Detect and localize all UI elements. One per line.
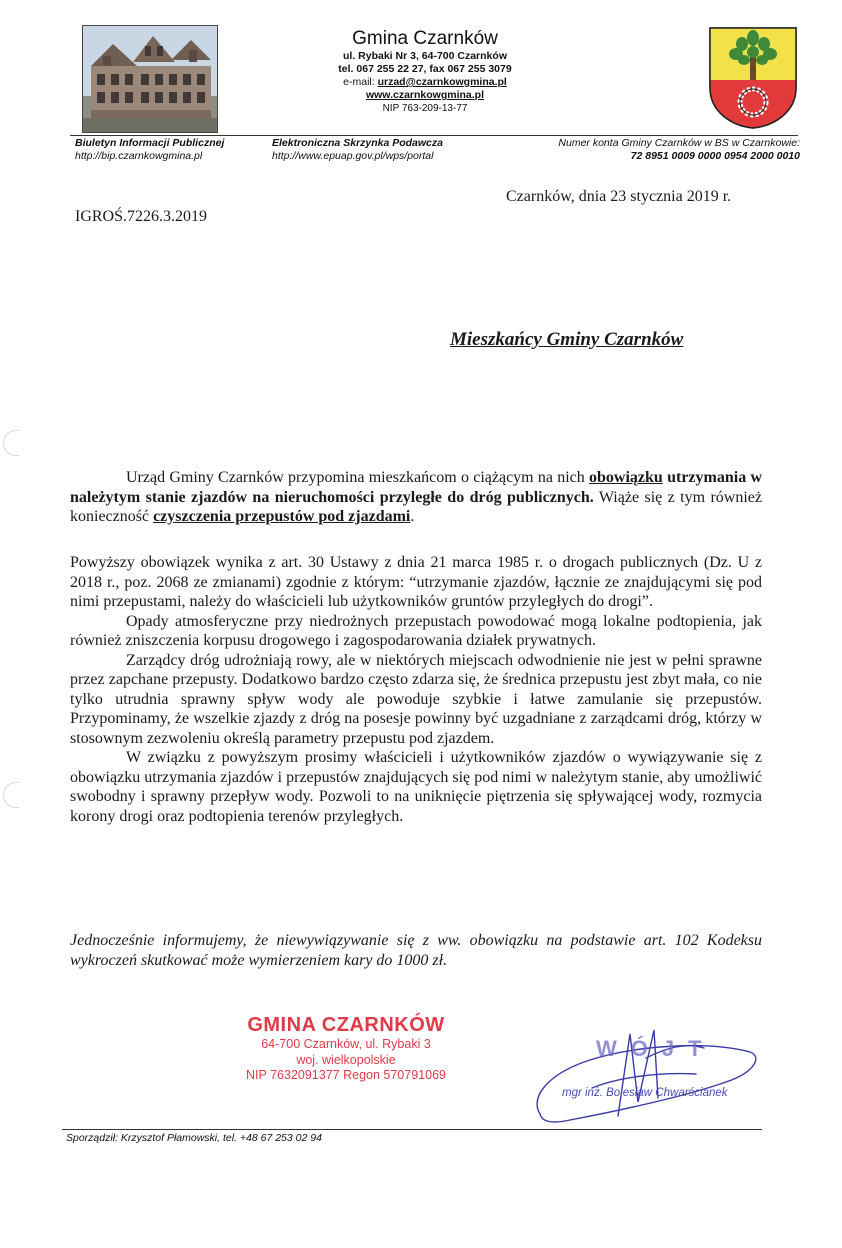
intro-emphasis-culverts: czyszczenia przepustów pod zjazdami: [153, 508, 411, 525]
paragraph-legal-basis: Powyższy obowiązek wynika z art. 30 Ustawy z dnia 21 marca 1985 r. o drogach publicznych (Dz. U z 2018 r., poz. 2068 ze zmianami) zgodnie z którym: “utrzymanie zjazdów, łącznie ze znajdującymi się pod nimi przepustami, należy do właścicieli lub użytkowników gruntów przyległych do drogi”.: [70, 554, 762, 610]
intro-emphasis-duty: obowiązku: [589, 469, 663, 486]
bip-title: Biuletyn Informacji Publicznej: [75, 137, 225, 149]
header-divider: [70, 135, 798, 136]
paragraph-road-managers: Zarządcy dróg udrożniają rowy, ale w niektórych miejscach odwodnienie nie jest w pełni sprawne przez zapchane przepusty. Dodatkowo bardzo często zdarza się, że średnica przepustu jest zbyt mała, co nie tylko utrudnia sprawny spływ wody ale powoduje szybkie i łatwe zamulanie się przepustów. Przypominamy, że wszelkie zjazdy z dróg na posesje powinny być uzgadniane z zarządcami dróg, którzy w stosownym zezwoleniu określą parametry przepustu pod zjazdem.: [70, 651, 762, 747]
organisation-contact-block: [300, 28, 550, 115]
bank-account-title: Numer konta Gminy Czarnków w BS w Czarnkowie:: [558, 137, 800, 149]
stamp-nip-regon: NIP 7632091377 Regon 570791069: [246, 1068, 446, 1082]
organisation-address: ul. Rybaki Nr 3, 64-700 Czarnków: [343, 50, 507, 62]
paragraph-intro: [70, 468, 762, 527]
coat-of-arms-icon: [708, 26, 798, 130]
svg-text:mgr inż. Bolesław Chwarścianek: mgr inż. Bolesław Chwarścianek: [562, 1087, 728, 1099]
letter-date: Czarnków, dnia 23 stycznia 2019 r.: [506, 188, 732, 205]
stamp-address: 64-700 Czarnków, ul. Rybaki 3: [261, 1037, 431, 1051]
punch-hole-bottom: [3, 782, 19, 808]
epuap-title: Elektroniczna Skrzynka Podawcza: [272, 137, 443, 149]
organisation-name: Gmina Czarnków: [352, 28, 498, 49]
footer-divider: [62, 1129, 762, 1130]
organisation-nip: NIP 763-209-13-77: [382, 103, 468, 114]
intro-text-a: Urząd Gminy Czarnków przypomina mieszkańcom o ciążącym na nich: [126, 469, 590, 486]
town-hall-photo: [82, 25, 218, 133]
intro-text-d: Wiąże się z tym również konieczność: [70, 488, 762, 525]
intro-text-f: .: [410, 508, 415, 525]
email-link[interactable]: urzad@czarnkowgmina.pl: [377, 76, 507, 88]
organisation-phone-fax: tel. 067 255 22 27, fax 067 255 3079: [338, 63, 512, 75]
intro-emphasis-maintenance: utrzymania w należytym stanie zjazdów na nieruchomości przyległe do dróg publicznych.: [70, 469, 763, 506]
paragraph-request: W związku z powyższym prosimy właścicieli i użytkowników zjazdów o wywiązywanie się z obowiązku utrzymania zjazdów i przepustów znajdujących się pod nimi w należytym stanie, aby umożliwić swobodny i sprawny przepływ wody. Pozwoli to na uniknięcie piętrzenia się spływającej wody, rozmycia korony drogi oraz podtopienia terenów przyległych.: [70, 749, 762, 825]
prepared-by: Sporządził: Krzysztof Płamowski, tel. +48 67 253 02 94: [66, 1132, 322, 1144]
paragraph-rainfall: Opady atmosferyczne przy niedrożnych przepustach powodować mogą lokalne podtopienia, jak również zniszczenia korpusu drogowego i zagospodarowania działek prywatnych.: [70, 612, 762, 649]
bank-account-info: [505, 137, 800, 163]
website-link[interactable]: www.czarnkowgmina.pl: [365, 89, 485, 101]
email-label: e-mail:: [343, 76, 378, 88]
bank-account-number: 72 8951 0009 0000 0954 2000 0010: [630, 150, 800, 162]
letter-addressee: Mieszkańcy Gminy Czarnków: [450, 329, 684, 350]
paragraph-penalty-note: Jednocześnie informujemy, że niewywiązywanie się z ww. obowiązku na podstawie art. 102 Kodeksu wykroczeń skutkować może wymierzeniem kary do 1000 zł.: [70, 932, 762, 969]
office-stamp: [232, 1013, 460, 1084]
letter-reference: IGROŚ.7226.3.2019: [75, 208, 208, 225]
stamp-title: GMINA CZARNKÓW: [247, 1014, 445, 1036]
organisation-email-line: [300, 76, 550, 89]
organisation-website-line: [300, 89, 550, 102]
mayor-signature: [526, 1018, 766, 1130]
stamp-region: woj. wielkopolskie: [296, 1052, 396, 1067]
letter-body: [70, 553, 762, 826]
epuap-info: [272, 137, 502, 163]
bip-url[interactable]: http://bip.czarnkowgmina.pl: [75, 150, 203, 162]
svg-text:WÓJT: WÓJT: [596, 1036, 716, 1061]
bip-info: [75, 137, 265, 163]
epuap-url[interactable]: http://www.epuap.gov.pl/wps/portal: [272, 150, 434, 162]
punch-hole-top: [3, 430, 19, 456]
